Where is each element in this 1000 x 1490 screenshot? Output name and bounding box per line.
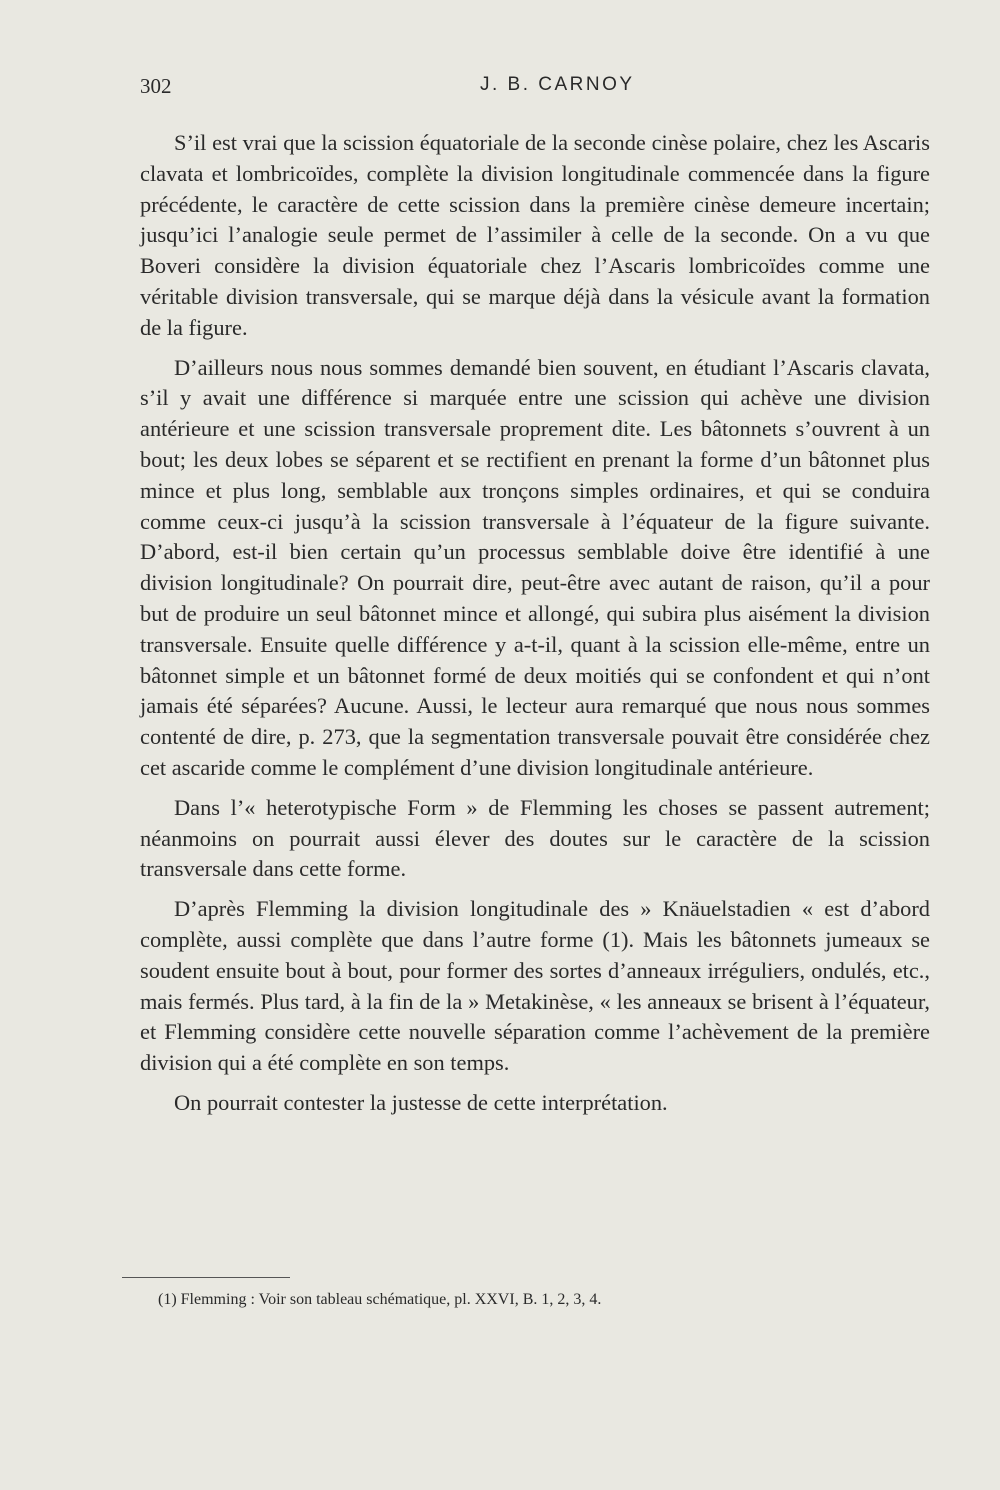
footnote: (1) Flemming : Voir son tableau schématique, pl. XXVI, B. 1, 2, 3, 4. (158, 1291, 602, 1308)
paragraph: D’ailleurs nous nous sommes demandé bien souvent, en étudiant l’Ascaris clavata, s’il y avait une différence si marquée entre une scission qui achève une division antérieure et une scission transversale proprement dite. Les bâtonnets s’ouvrent à un bout; les deux lobes se séparent et se rectifient en prenant la forme d’un bâtonnet plus mince et plus long, semblable aux tronçons simples ordinaires, et qui se conduira comme ceux-ci jusqu’à la scission transversale à l’équateur de la figure suivante. D’abord, est-il bien certain qu’un processus semblable doive être identifié à une division longitudinale? On pourrait dire, peut-être avec autant de raison, qu’il a pour but de produire un seul bâtonnet mince et allongé, qui subira plus aisément la division transversale. Ensuite quelle différence y a-t-il, quant à la scission elle-même, entre un bâtonnet simple et un bâtonnet formé de deux moitiés qui se confondent et qui n’ont jamais été séparées? Aucune. Aussi, le lecteur aura remarqué que nous nous sommes contenté de dire, p. 273, que la segmentation transversale pouvait être considérée chez cet ascaride comme le complément d’une division longitudinale antérieure. (140, 354, 930, 780)
footnote-divider (122, 1277, 290, 1278)
page-number: 302 (140, 74, 172, 98)
paragraph: D’après Flemming la division longitudinale des » Knäuelstadien « est d’abord complète, aussi complète que dans l’autre forme (1). Mais les bâtonnets jumeaux se soudent ensuite bout à bout, pour former des sortes d’anneaux irréguliers, ondulés, etc., mais fermés. Plus tard, à la fin de la » Metakinèse, « les anneaux se brisent à l’équateur, et Flemming considère cette nouvelle séparation comme l’achèvement de la première division qui a été complète en son temps. (140, 896, 930, 1076)
paragraph: On pourrait contester la justesse de cette interprétation. (174, 1089, 668, 1115)
body-text (140, 128, 930, 1128)
paragraph: S’il est vrai que la scission équatoriale de la seconde cinèse polaire, chez les Ascaris clavata et lombricoïdes, complète la division longitudinale commencée dans la figure précédente, le caractère de cette scission dans la première cinèse demeure incertain; jusqu’ici l’analogie seule permet de l’assimiler à celle de la seconde. On a vu que Boveri considère la division équatoriale chez l’Ascaris lombricoïdes comme une véritable division transversale, qui se marque déjà dans la vésicule avant la formation de la figure. (140, 130, 930, 340)
running-head: J. B. CARNOY (480, 74, 635, 95)
paragraph: Dans l’« heterotypische Form » de Flemming les choses se passent autrement; néanmoins on pourrait aussi élever des doutes sur le caractère de la scission transversale dans cette forme. (140, 794, 930, 882)
page-header (140, 70, 930, 100)
